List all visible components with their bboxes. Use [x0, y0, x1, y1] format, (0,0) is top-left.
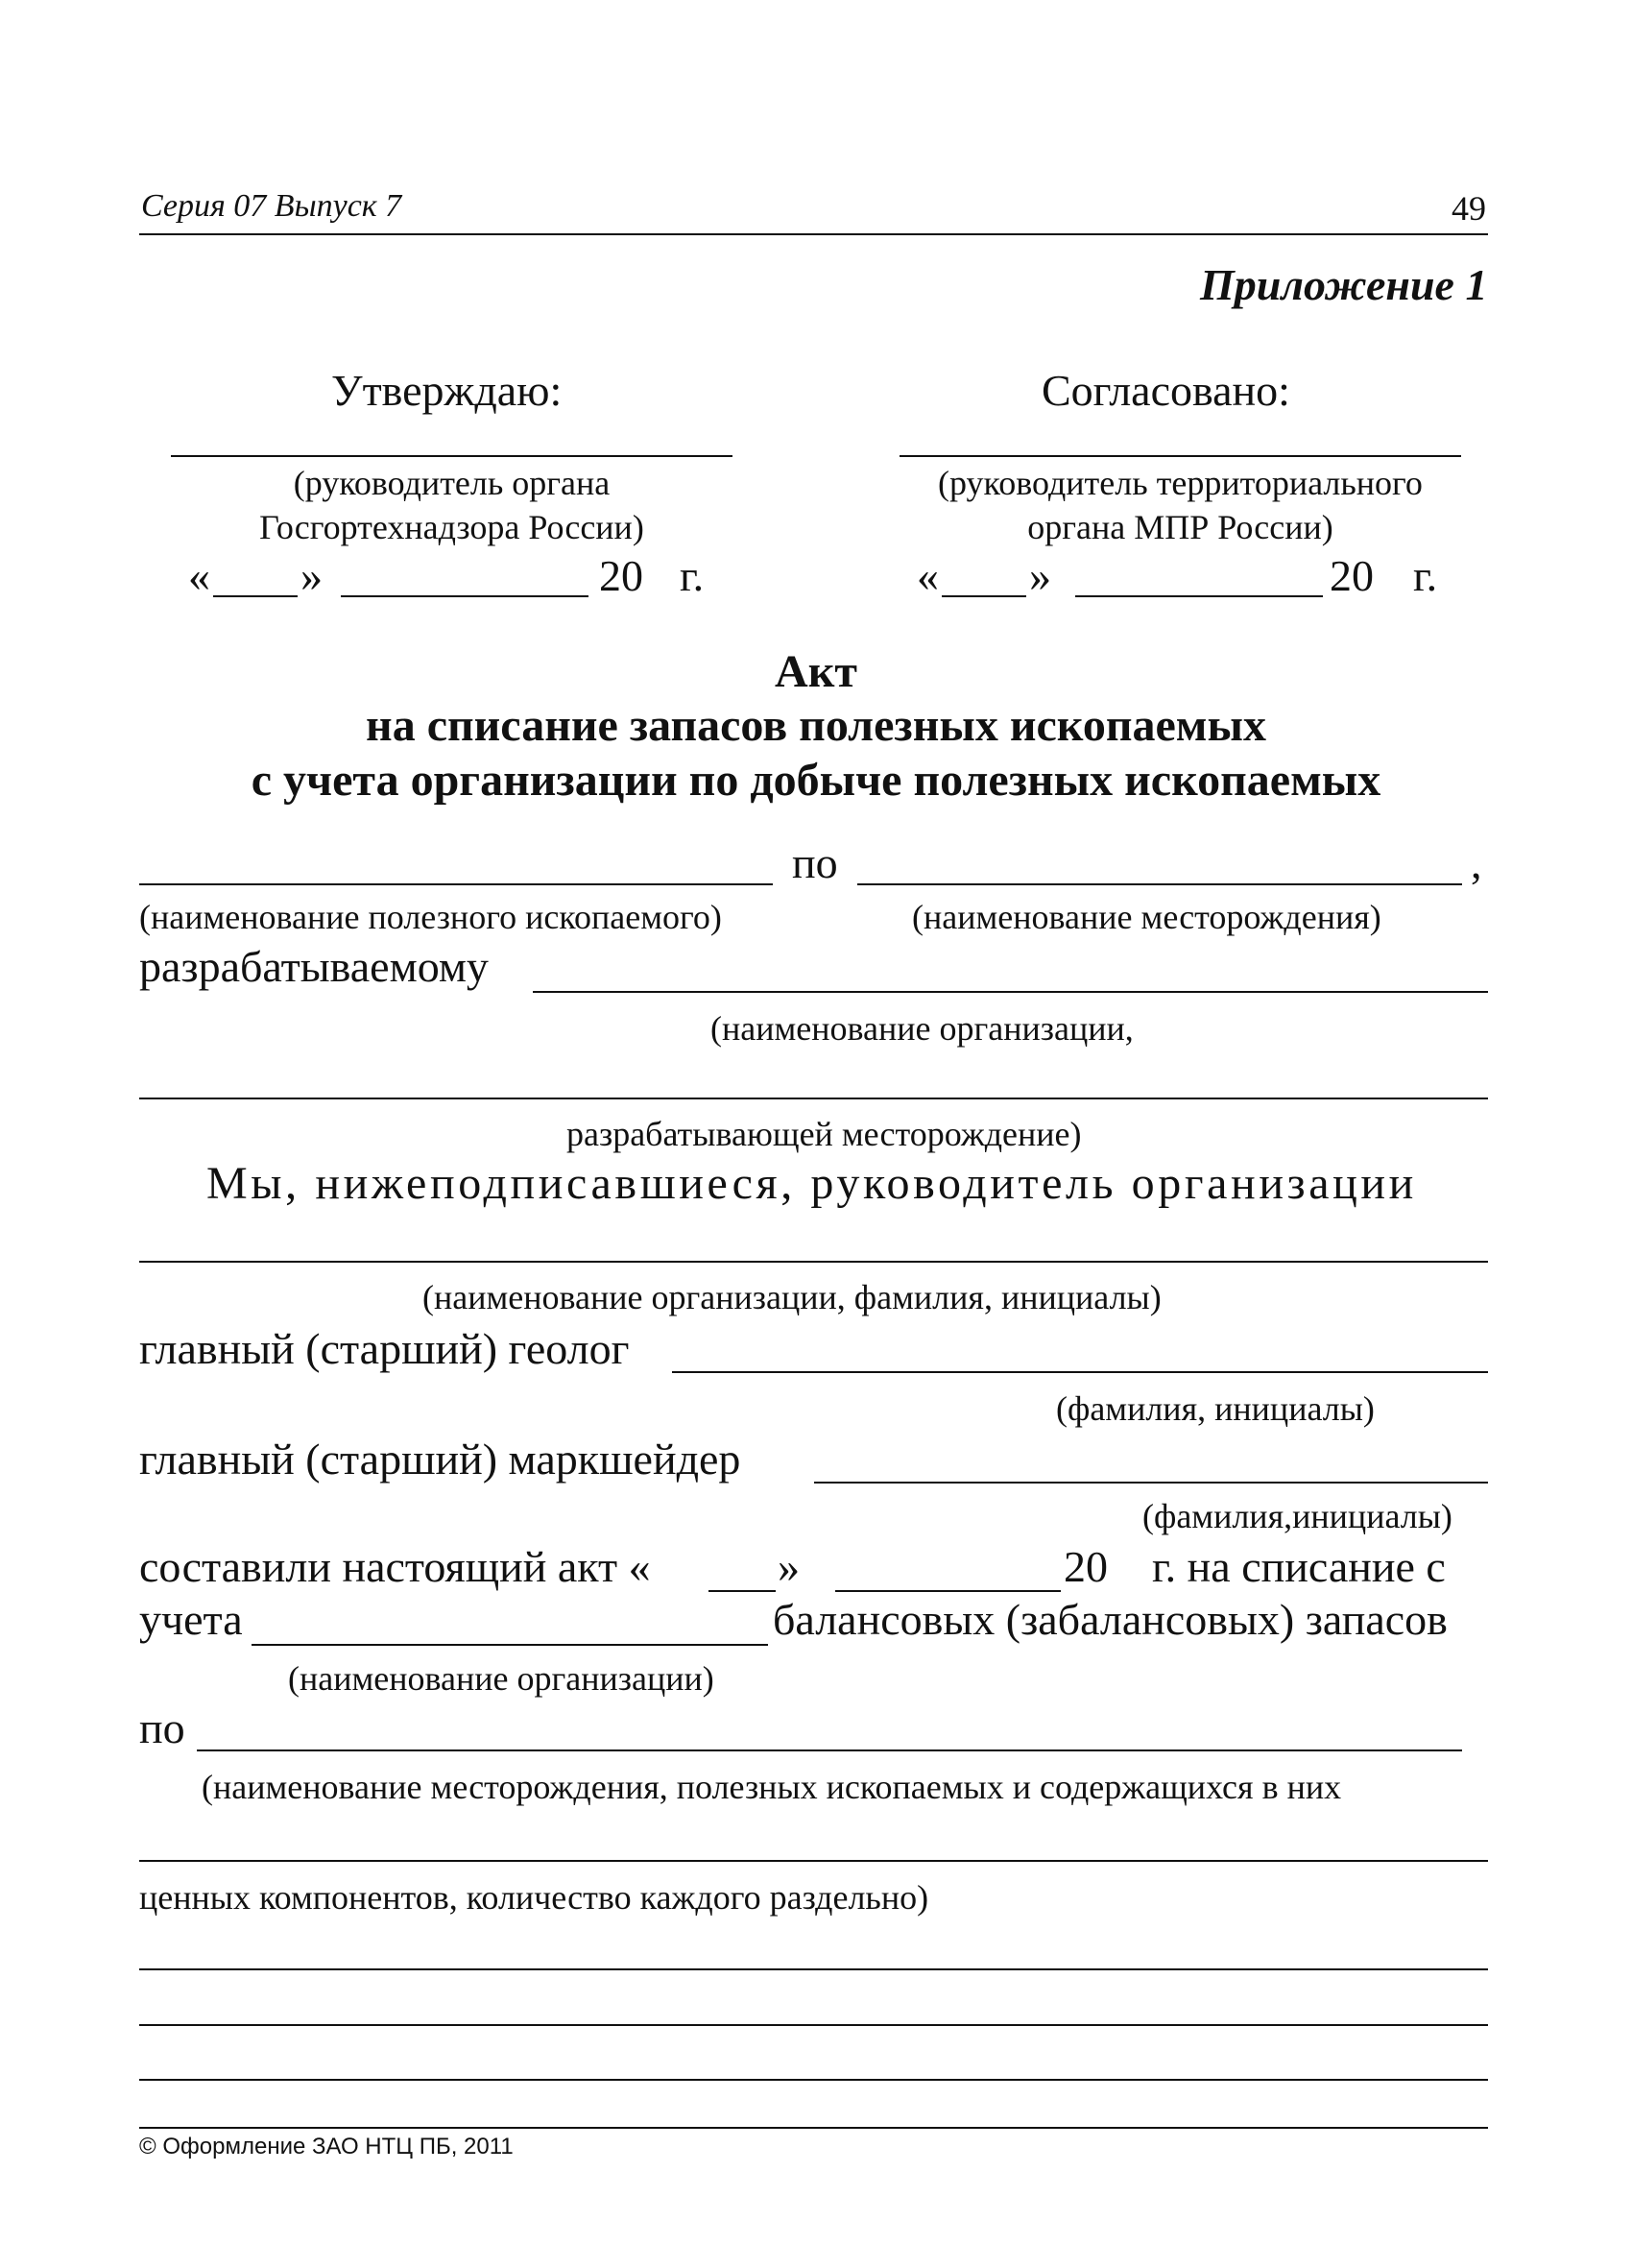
compiled-year: 20 — [1064, 1542, 1108, 1591]
surveyor-name-line[interactable] — [814, 1482, 1488, 1484]
blank-line-2[interactable] — [139, 2024, 1488, 2026]
organization-line-2[interactable] — [139, 1098, 1488, 1099]
copyright-footer: © Оформление ЗАО НТЦ ПБ, 2011 — [139, 2134, 514, 2159]
chief-surveyor-label: главный (старший) маркшейдер — [139, 1435, 741, 1484]
approve-month-line[interactable] — [341, 595, 588, 597]
caption-deposit: (наименование месторождения) — [912, 898, 1381, 936]
caption-deposit-minerals: (наименование месторождения, полезных ископаемых и содержащихся в них — [202, 1768, 1342, 1806]
compiled-day-line[interactable] — [708, 1590, 776, 1592]
caption-organization: (наименование организации, — [710, 1009, 1134, 1048]
approve-day-line[interactable] — [213, 595, 298, 597]
caption-organization-developing: разрабатывающей месторождение) — [566, 1115, 1082, 1153]
agree-signature-line — [900, 455, 1461, 457]
organization-line[interactable] — [533, 991, 1488, 993]
agree-date-open-quote: « — [917, 551, 939, 600]
caption-surveyor-name: (фамилия,инициалы) — [1142, 1497, 1452, 1535]
agree-day-line[interactable] — [942, 595, 1026, 597]
page-number: 49 — [1452, 189, 1486, 228]
caption-components: ценных компонентов, количество каждого раздельно) — [139, 1878, 929, 1917]
caption-org-name: (наименование организации, фамилия, инициалы) — [422, 1278, 1162, 1316]
footer-rule — [139, 2127, 1488, 2129]
compiled-month-line[interactable] — [835, 1590, 1061, 1592]
series-label: Серия 07 Выпуск 7 — [141, 188, 402, 224]
compiled-suffix: г. на списание с — [1152, 1542, 1446, 1591]
appendix-label: Приложение 1 — [1200, 260, 1488, 309]
approve-caption-1: (руководитель органа — [293, 464, 611, 502]
approve-caption-2: Госгортехнадзора России) — [259, 508, 644, 546]
approve-signature-line — [171, 455, 732, 457]
caption-geologist-name: (фамилия, инициалы) — [1056, 1389, 1375, 1428]
deposit-name-line[interactable] — [857, 883, 1462, 885]
approve-year-prefix: 20 — [599, 551, 643, 600]
accounting-label: учета — [139, 1595, 243, 1644]
agree-caption-1: (руководитель территориального — [938, 464, 1423, 502]
agree-caption-2: органа МПР России) — [1027, 508, 1333, 546]
geologist-name-line[interactable] — [672, 1371, 1488, 1373]
act-title: Акт — [775, 646, 857, 697]
compiled-prefix: составили настоящий акт « — [139, 1542, 651, 1591]
blank-line-3[interactable] — [139, 2079, 1488, 2081]
chief-geologist-label: главный (старший) геолог — [139, 1324, 630, 1373]
deposit-minerals-line-2[interactable] — [139, 1860, 1488, 1862]
we-undersigned-text: Мы, нижеподписавшиеся, руководитель организации — [206, 1158, 1417, 1209]
blank-line-1[interactable] — [139, 1968, 1488, 1970]
act-subtitle-1: на списание запасов полезных ископаемых — [366, 700, 1266, 751]
head-name-line[interactable] — [139, 1261, 1488, 1263]
caption-org-2: (наименование организации) — [288, 1659, 714, 1698]
approve-date-close-quote: » — [300, 551, 323, 600]
mineral-name-line[interactable] — [139, 883, 773, 885]
approve-year-suffix: г. — [680, 551, 705, 600]
po-word: по — [792, 838, 838, 887]
caption-mineral: (наименование полезного ископаемого) — [139, 898, 722, 936]
approve-date-open-quote: « — [188, 551, 210, 600]
deposit-minerals-line[interactable] — [197, 1749, 1462, 1751]
agree-heading: Согласовано: — [1042, 366, 1290, 415]
agree-year-suffix: г. — [1413, 551, 1438, 600]
act-subtitle-2: с учета организации по добыче полезных ископаемых — [251, 755, 1381, 806]
po-word-2: по — [139, 1703, 185, 1752]
agree-year-prefix: 20 — [1330, 551, 1374, 600]
header-rule — [139, 233, 1488, 235]
balance-reserves-label: балансовых (забалансовых) запасов — [773, 1595, 1448, 1644]
compiled-quote-close: » — [778, 1542, 800, 1591]
developed-by-label: разрабатываемому — [139, 942, 489, 991]
approve-heading: Утверждаю: — [331, 366, 563, 415]
agree-date-close-quote: » — [1029, 551, 1051, 600]
trailing-comma: , — [1471, 838, 1482, 887]
accounting-org-line[interactable] — [252, 1644, 768, 1646]
agree-month-line[interactable] — [1075, 595, 1323, 597]
